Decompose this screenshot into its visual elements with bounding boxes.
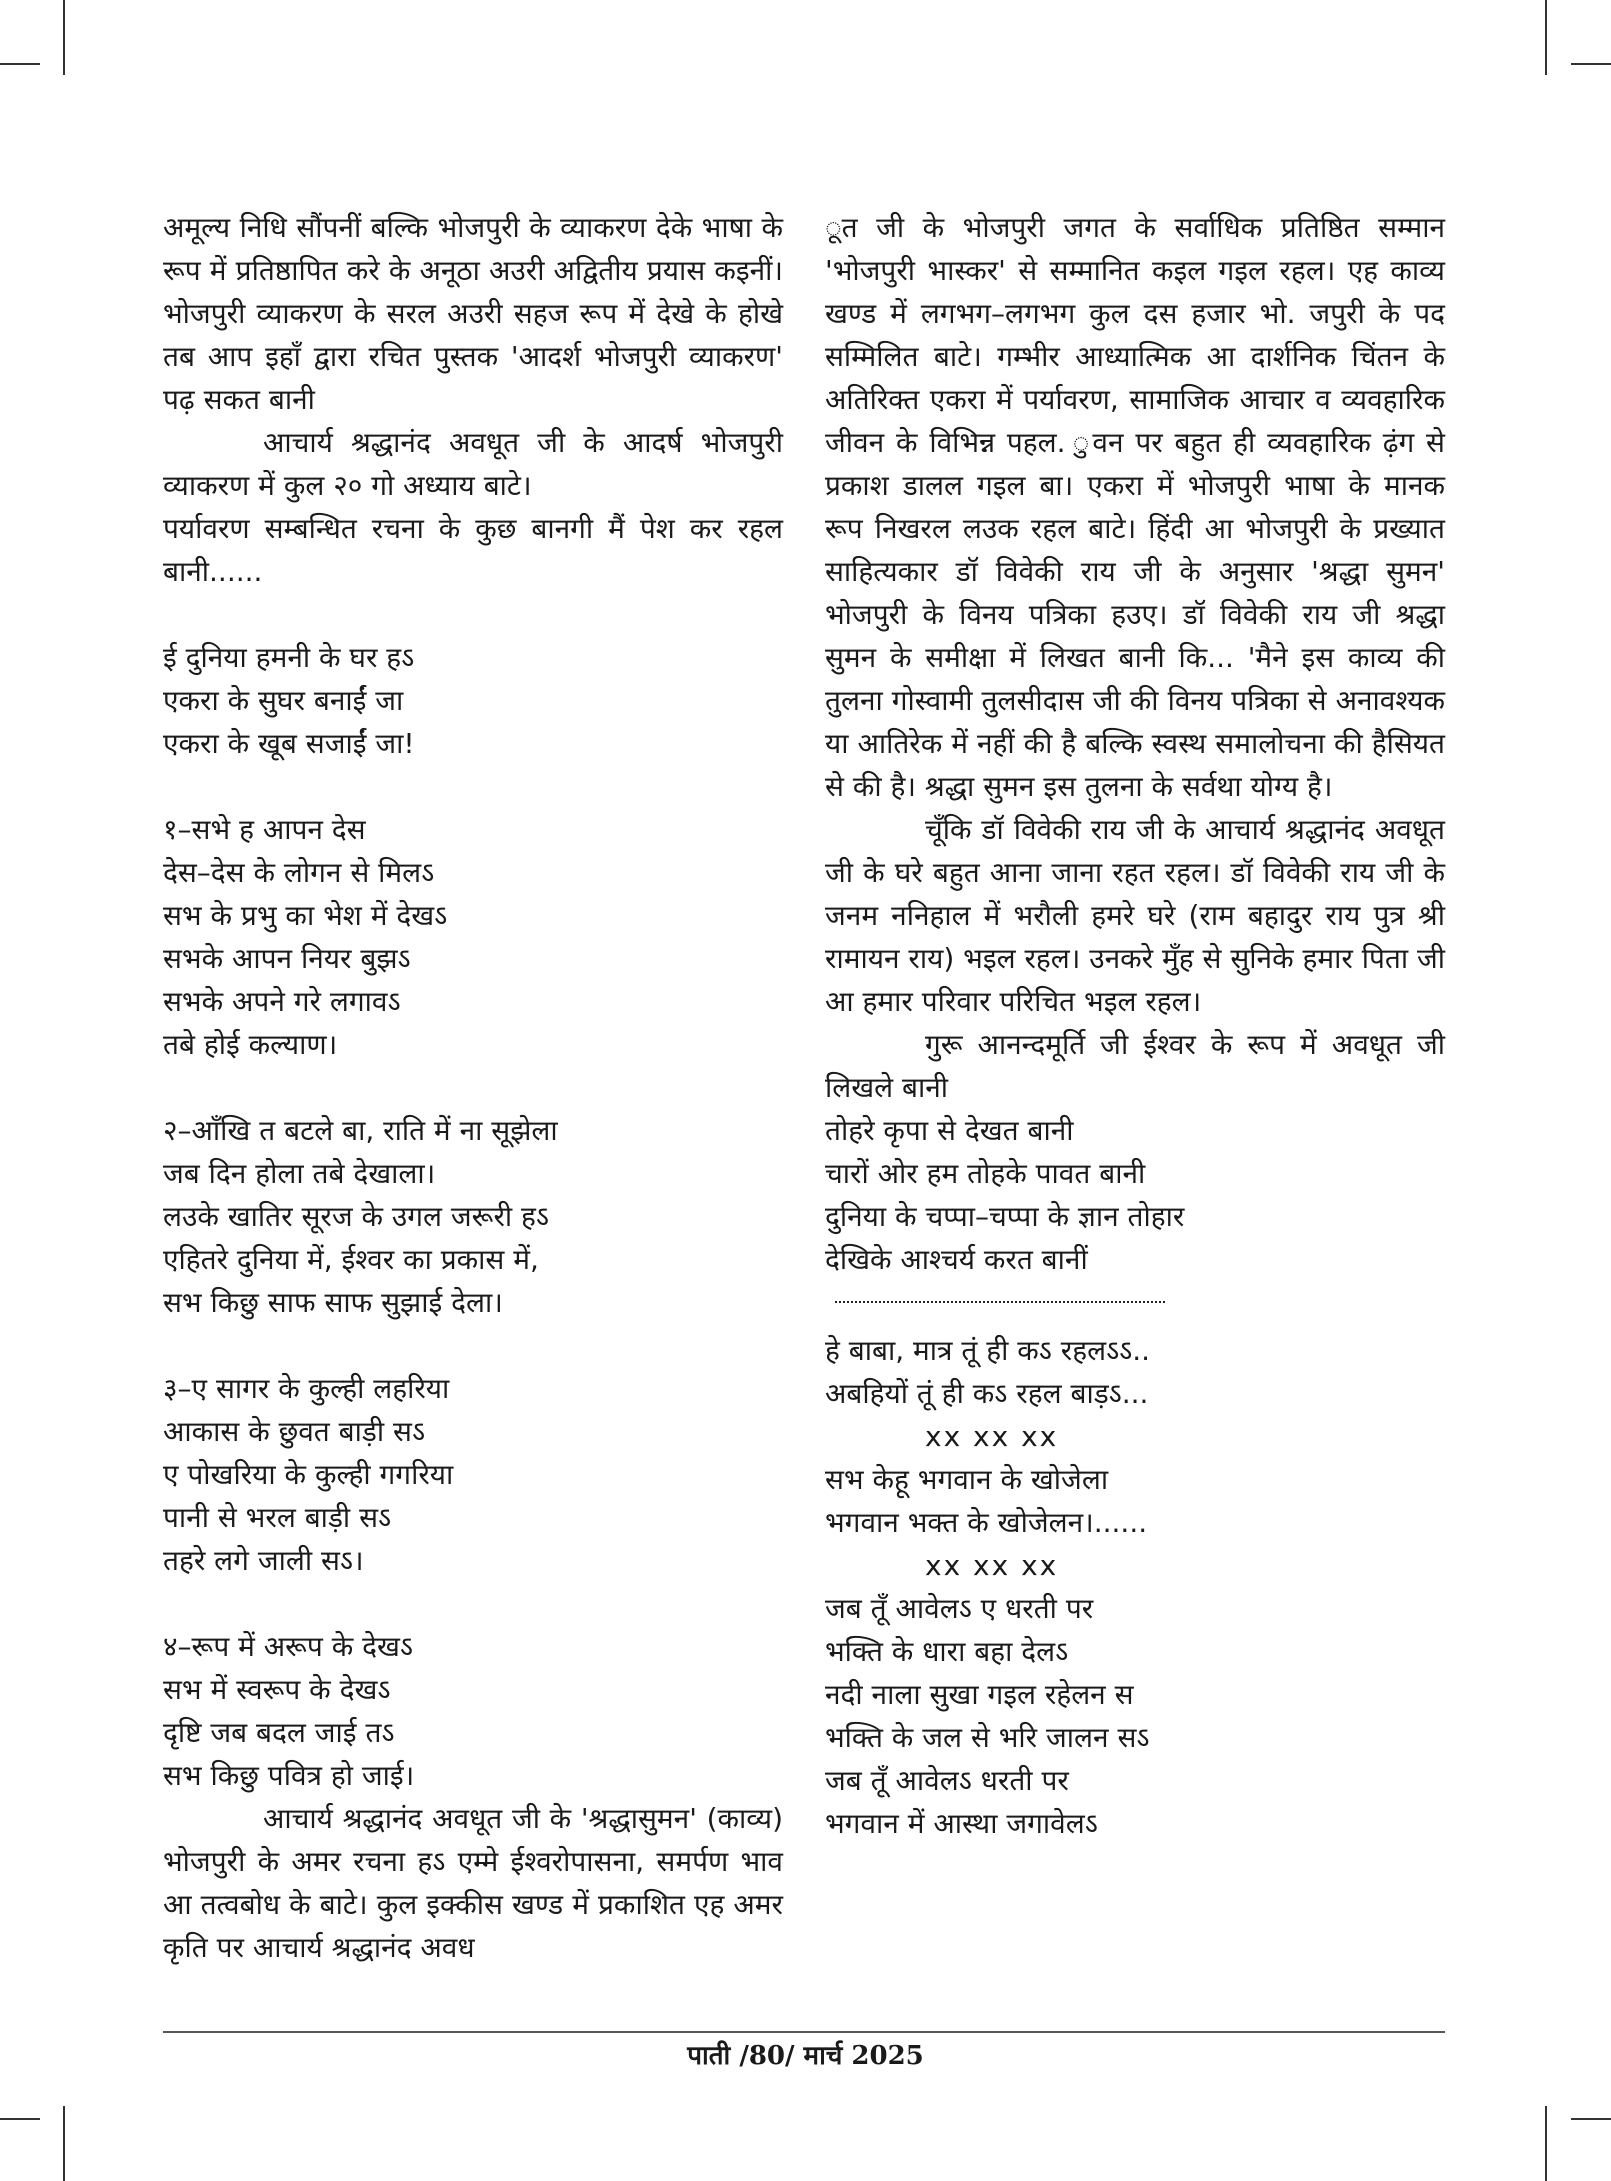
paragraph: गुरू आनन्दमूर्ति जी ईश्वर के रूप में अवधूत जी लिखले बानी: [825, 1028, 1445, 1104]
verse-line: पानी से भरल बाड़ी सऽ: [163, 1501, 392, 1534]
verse-line: तहरे लगे जाली सऽ।: [163, 1544, 364, 1577]
crop-mark: [63, 2106, 65, 2181]
verse-line: ३–ए सागर के कुल्ही लहरिया: [163, 1372, 450, 1405]
verse-line: जब तूँ आवेलऽ ए धरती पर: [825, 1592, 1094, 1625]
verse-line: दृष्टि जब बदल जाई तऽ: [163, 1716, 395, 1749]
right-column: [825, 206, 1445, 1845]
paragraph: अमूल्य निधि सौंपनीं बल्कि भोजपुरी के व्याकरण देके भाषा के रूप में प्रतिष्ठापित करे के अनूठा अउरी अद्वितीय प्रयास कइनीं। भोजपुरी व्याकरण के सरल अउरी सहज रूप में देखे के होखे तब आप इहाँ द्वारा रचित पुस्तक 'आदर्श भोजपुरी व्याकरण' पढ़ सकत बानी: [163, 211, 783, 416]
verse-line: भक्ति के जल से भरि जालन सऽ: [825, 1721, 1150, 1754]
verse-line: लउके खातिर सूरज के उगल जरूरी हऽ: [163, 1200, 549, 1233]
verse-line: १–सभे ह आपन देस: [163, 813, 366, 846]
paragraph: पर्यावरण सम्बन्धित रचना के कुछ बानगी मैं पेश कर रहल बानी......: [163, 512, 783, 588]
verse-line: एकरा के खूब सजाईं जा!: [163, 727, 415, 760]
left-column: [163, 206, 783, 1969]
verse-line: भगवान में आस्था जगावेलऽ: [825, 1807, 1098, 1840]
verse-line: सभ किछु साफ साफ सुझाई देला।: [163, 1286, 503, 1319]
paragraph: आचार्य श्रद्धानंद अवधूत जी के आदर्ष भोजपुरी व्याकरण में कुल २० गो अध्याय बाटे।: [163, 426, 783, 502]
crop-mark: [0, 63, 40, 65]
verse-line: भगवान भक्त के खोजेलन।......: [825, 1506, 1148, 1539]
crop-mark: [1571, 2118, 1611, 2120]
verse-line: सभ केहू भगवान के खोजेला: [825, 1463, 1109, 1496]
verse-line: ई दुनिया हमनी के घर हऽ: [163, 641, 415, 674]
paragraph: चूँकि डॉ विवेकी राय जी के आचार्य श्रद्धानंद अवधूत जी के घरे बहुत आना जाना रहत रहल। डॉ विवेकी राय जी के जनम ननिहाल में भरौली हमरे घरे (राम बहादुर राय पुत्र श्री रामायन राय) भइल रहल। उनकरे मुँह से सुनिके हमार पिता जी आ हमार परिवार परिचित भइल रहल।: [825, 813, 1446, 1018]
crop-mark: [1545, 0, 1547, 75]
verse-line: हे बाबा, मात्र तूं ही कऽ रहलऽऽ..: [825, 1334, 1151, 1367]
paragraph: ूत जी के भोजपुरी जगत के सर्वाधिक प्रतिष्ठित सम्मान 'भोजपुरी भास्कर' से सम्मानित कइल गइल रहल। एह काव्य खण्ड में लगभग–लगभग कुल दस हजार भो. जपुरी के पद सम्मिलित बाटे। गम्भीर आध्यात्मिक आ दार्शनिक चिंतन के अतिरिक्त एकरा में पर्यावरण, सामाजिक आचार व व्यवहारिक जीवन के विभिन्न पहल. ुवन पर बहुत ही व्यवहारिक ढ़ंग से प्रकाश डालल गइल बा। एकरा में भोजपुरी भाषा के मानक रूप निखरल लउक रहल बाटे। हिंदी आ भोजपुरी के प्रख्यात साहित्यकार डॉ विवेकी राय जी के अनुसार 'श्रद्धा सुमन' भोजपुरी के विनय पत्रिका हउए। डॉ विवेकी राय जी श्रद्धा सुमन के समीक्षा में लिखत बानी कि... 'मैने इस काव्य की तुलना गोस्वामी तुलसीदास जी की विनय पत्रिका से अनावश्यक या आतिरेक में नहीं की है बल्कि स्वस्थ समालोचना की हैसियत से की है। श्रद्धा सुमन इस तुलना के सर्वथा योग्य है।: [825, 211, 1445, 803]
verse-line: तबे होई कल्याण।: [163, 1028, 338, 1061]
verse-line: सभ के प्रभु का भेश में देखऽ: [163, 899, 448, 932]
verse-line: सभ किछु पवित्र हो जाई।: [163, 1759, 415, 1792]
page-footer: पाती /80/ मार्च 2025: [687, 2041, 924, 2071]
verse-line: नदी नाला सुखा गइल रहेलन स: [825, 1678, 1134, 1711]
verse-line: चारों ओर हम तोहके पावत बानी: [825, 1157, 1146, 1190]
verse-line: ४–रूप में अरूप के देखऽ: [163, 1630, 413, 1663]
separator-marks: xx xx xx: [925, 1420, 1059, 1453]
verse-line: अबहियों तूं ही कऽ रहल बाड़ऽ...: [825, 1377, 1149, 1410]
verse-line: एहितरे दुनिया में, ईश्वर का प्रकास में,: [163, 1243, 539, 1276]
verse-line: देखिके आश्चर्य करत बानीं: [825, 1243, 1088, 1276]
verse-line: सभके आपन नियर बुझऽ: [163, 942, 411, 975]
verse-line: जब दिन होला तबे देखाला।: [163, 1157, 436, 1190]
verse-line: तोहरे कृपा से देखत बानी: [825, 1114, 1074, 1147]
verse-line: सभ में स्वरूप के देखऽ: [163, 1673, 391, 1706]
verse-line: आकास के छुवत बाड़ी सऽ: [163, 1415, 426, 1448]
verse-line: जब तूँ आवेलऽ धरती पर: [825, 1764, 1069, 1797]
paragraph: आचार्य श्रद्धानंद अवधूत जी के 'श्रद्धासुमन' (काव्य) भोजपुरी के अमर रचना हऽ एम्मे ईश्वरोपासना, समर्पण भाव आ तत्वबोध के बाटे। कुल इक्कीस खण्ड में प्रकाशित एह अमर कृति पर आचार्य श्रद्धानंद अवध: [163, 1802, 783, 1964]
verse-line: दुनिया के चप्पा–चप्पा के ज्ञान तोहार: [825, 1200, 1185, 1233]
verse-line: २–आँखि त बटले बा, राति में ना सूझेला: [163, 1114, 558, 1147]
crop-mark: [1571, 63, 1611, 65]
crop-mark: [1545, 2106, 1547, 2181]
verse-line: भक्ति के धारा बहा देलऽ: [825, 1635, 1069, 1668]
verse-line: सभके अपने गरे लगावऽ: [163, 985, 401, 1018]
separator-marks: xx xx xx: [925, 1549, 1059, 1582]
crop-mark: [63, 0, 65, 75]
crop-mark: [0, 2118, 40, 2120]
section-divider: [835, 1301, 1165, 1303]
verse-line: एकरा के सुघर बनाईं जा: [163, 684, 404, 717]
verse-line: ए पोखरिया के कुल्ही गगरिया: [163, 1458, 454, 1491]
footer-rule: [163, 2031, 1445, 2033]
verse-line: देस–देस के लोगन से मिलऽ: [163, 856, 435, 889]
